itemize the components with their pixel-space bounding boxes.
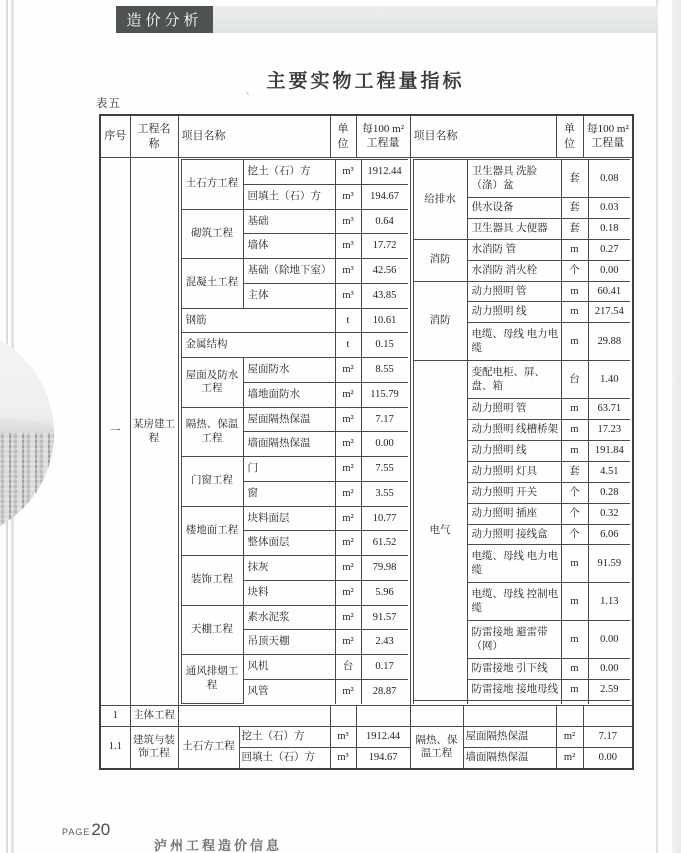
cell-item: 电缆、母线 控制电缆 <box>467 583 561 621</box>
cell-qty: 7.55 <box>361 457 408 482</box>
cell-unit: 套 <box>561 218 588 239</box>
cell-group: 砌筑工程 <box>181 209 243 259</box>
cell-item: 电缆、母线 电力电缆 <box>467 323 561 361</box>
cell-unit: m² <box>335 506 361 531</box>
cell-group: 给排水 <box>413 160 467 240</box>
cell-item: 门 <box>243 457 335 482</box>
cell-unit: m² <box>335 556 361 581</box>
cell-unit: m <box>561 420 588 441</box>
cell-item: 水消防 管 <box>467 239 561 260</box>
cell-qty: 1.13 <box>588 583 630 621</box>
cell-unit: m <box>561 680 588 701</box>
cell-unit: 个 <box>561 260 588 281</box>
cell-item: 基础 <box>243 209 335 234</box>
cell-qty: 0.28 <box>588 482 630 503</box>
cell-item: 金属结构 <box>181 333 335 358</box>
cell-unit: m² <box>335 580 361 605</box>
cell-item: 变配电柜、屏、盘、箱 <box>467 361 561 399</box>
cell-group: 土石方工程 <box>178 727 239 769</box>
table-row <box>181 259 408 284</box>
section-row <box>100 158 633 706</box>
cell-item: 回填土（石）方 <box>243 184 335 209</box>
cell-item: 动力照明 管 <box>467 281 561 302</box>
cell-item: 素水泥浆 <box>243 605 335 630</box>
page-label: PAGE <box>62 827 91 837</box>
header-qty-2 <box>583 115 633 158</box>
section-banner-label: 造价分析 <box>126 12 203 29</box>
cell-empty <box>583 706 633 727</box>
cell-unit: m <box>561 659 588 680</box>
table-row <box>413 701 630 704</box>
cell-unit: m <box>561 323 588 361</box>
table-header-row <box>100 115 633 158</box>
cell-item: 抹灰 <box>243 556 335 581</box>
cell-unit: m² <box>335 481 361 506</box>
cell-item: 卫生器具 大便器 <box>467 218 561 239</box>
cell-qty: 42.56 <box>361 259 408 284</box>
cell-unit: m² <box>335 605 361 630</box>
cell-unit: m² <box>335 531 361 556</box>
cell-item: 风管 <box>243 679 335 703</box>
cell-unit: m <box>561 239 588 260</box>
cell-group: 屋面及防水工程 <box>181 358 243 408</box>
cell-item <box>467 701 561 704</box>
cell-project: 主体工程 <box>130 706 178 727</box>
photo-skyline <box>0 433 54 540</box>
left-subtable <box>181 159 408 704</box>
cell-unit: m³ <box>335 234 361 259</box>
cell-qty: 2.59 <box>588 680 630 701</box>
cell-unit: m <box>561 302 588 323</box>
cell-group: 楼地面工程 <box>181 506 243 556</box>
header-item-2: 项目名称 <box>410 115 556 158</box>
banner-band <box>213 6 658 33</box>
cell-item: 屋面隔热保温 <box>243 407 335 432</box>
cell-qty: 10.77 <box>361 506 408 531</box>
cell-qty: 63.71 <box>588 399 630 420</box>
cell-item: 供水设备 <box>467 198 561 219</box>
cell-item: 基础（除地下室） <box>243 259 335 284</box>
cell-unit: m³ <box>335 259 361 284</box>
cell-item: 电缆、母线 电力电缆 <box>467 545 561 583</box>
cell-qty: 0.00 <box>361 432 408 457</box>
cell-unit: m² <box>335 382 361 407</box>
cell-unit: m² <box>335 630 361 655</box>
page-title: 主要实物工程量指标 <box>266 71 465 92</box>
cell-unit: m <box>561 583 588 621</box>
right-subtable-body <box>413 160 630 705</box>
cell-qty: 5.96 <box>361 580 408 605</box>
scan-edge-shade <box>672 0 681 853</box>
cell-unit: 台 <box>561 361 588 399</box>
cell-unit: m³ <box>335 283 361 308</box>
cell-unit: m² <box>335 407 361 432</box>
cell-unit: m² <box>335 358 361 383</box>
table-row <box>413 361 630 399</box>
table-row <box>413 281 630 302</box>
cell-qty: 29.88 <box>588 323 630 361</box>
cell-unit: 个 <box>561 482 588 503</box>
title-mark: 、 <box>246 86 256 96</box>
right-subtable-cell <box>410 158 633 706</box>
cell-item: 墙面隔热保温 <box>243 432 335 457</box>
cell-qty: 8.55 <box>361 358 408 383</box>
cell-group: 天棚工程 <box>181 605 243 655</box>
cell-unit: m <box>561 545 588 583</box>
cell-unit <box>561 701 588 704</box>
cell-item: 块料面层 <box>243 506 335 531</box>
table-caption: 表五 <box>96 98 121 110</box>
cell-unit: m³ <box>330 727 356 748</box>
cell-group: 电气 <box>413 361 467 701</box>
cell-qty: 0.08 <box>588 160 630 198</box>
cell-item: 挖土（石）方 <box>243 160 335 185</box>
table-row-main-project <box>100 706 633 727</box>
cell-qty: 61.52 <box>361 531 408 556</box>
cell-qty: 0.18 <box>588 218 630 239</box>
cell-item: 块料 <box>243 580 335 605</box>
table-row <box>181 308 408 333</box>
cell-unit: t <box>335 308 361 333</box>
city-photo-circle <box>0 326 54 540</box>
cell-item: 动力照明 灯具 <box>467 461 561 482</box>
header-unit-2: 单位 <box>556 115 583 158</box>
cell-qty: 1.40 <box>588 361 630 399</box>
cell-group: 消防 <box>413 281 467 361</box>
cell-qty: 60.41 <box>588 281 630 302</box>
cell-group: 混凝土工程 <box>181 259 243 309</box>
cell-item: 防雷接地 避雷带（网） <box>467 621 561 659</box>
cell-item: 动力照明 开关 <box>467 482 561 503</box>
cell-qty: 1912.44 <box>356 727 410 748</box>
cell-unit: t <box>335 333 361 358</box>
cell-qty: 191.84 <box>588 441 630 462</box>
cell-item: 水消防 消火栓 <box>467 260 561 281</box>
left-subtable-body <box>181 160 408 704</box>
header-unit: 单位 <box>330 115 356 158</box>
cell-seq: 1.1 <box>100 727 130 769</box>
table-row <box>181 506 408 531</box>
cell-qty: 0.00 <box>588 621 630 659</box>
cell-item: 屋面防水 <box>243 358 335 383</box>
cell-section-project: 某房建工程 <box>130 158 178 706</box>
cell-qty: 0.00 <box>588 260 630 281</box>
cell-qty: 217.54 <box>588 302 630 323</box>
cell-unit: m³ <box>330 748 356 769</box>
cell-group: 通风排烟工程 <box>181 655 243 704</box>
cell-qty: 43.85 <box>361 283 408 308</box>
cell-qty: 28.87 <box>361 679 408 703</box>
cell-qty: 4.51 <box>588 461 630 482</box>
cell-qty: 0.17 <box>361 655 408 680</box>
cell-item: 动力照明 管 <box>467 399 561 420</box>
cell-group: 门窗工程 <box>181 457 243 507</box>
header-qty-line1: 每100 m² <box>361 122 405 135</box>
cell-item: 动力照明 线 <box>467 302 561 323</box>
cell-item: 墙面隔热保温 <box>463 748 556 769</box>
header-qty-line2: 工程量 <box>366 136 400 149</box>
cell-unit: m² <box>556 727 583 748</box>
table-row <box>413 239 630 260</box>
cell-group: 装饰工程 <box>181 556 243 606</box>
cell-qty: 91.59 <box>588 545 630 583</box>
cell-seq: 1 <box>100 706 130 727</box>
cell-item: 墙地面防水 <box>243 382 335 407</box>
publication-title: 泸州工程造价信息 <box>154 838 283 853</box>
right-subtable <box>413 159 631 704</box>
cell-item: 卫生器具 洗脸（涤）盆 <box>467 160 561 198</box>
cell-unit: 套 <box>561 160 588 198</box>
cell-qty: 115.79 <box>361 382 408 407</box>
cell-item: 挖土（石）方 <box>239 727 330 748</box>
cell-unit: m <box>561 399 588 420</box>
cell-qty: 91.57 <box>361 605 408 630</box>
section-banner <box>116 6 213 33</box>
cell-qty: 2.43 <box>361 630 408 655</box>
cell-qty: 0.32 <box>588 503 630 524</box>
table-row <box>181 209 408 234</box>
cell-empty <box>178 706 330 727</box>
cell-item: 整体面层 <box>243 531 335 556</box>
cell-item: 动力照明 插座 <box>467 503 561 524</box>
cell-unit: 套 <box>561 198 588 219</box>
header-qty2-line1: 每100 m² <box>586 122 629 135</box>
cell-qty: 17.23 <box>588 420 630 441</box>
cell-qty <box>588 701 630 704</box>
cell-item: 动力照明 接线盒 <box>467 524 561 545</box>
table-row <box>181 333 408 358</box>
header-seq: 序号 <box>100 115 130 158</box>
cell-item: 防雷接地 引下线 <box>467 659 561 680</box>
cell-qty: 7.17 <box>361 407 408 432</box>
left-subtable-cell <box>178 158 410 706</box>
cell-item: 窗 <box>243 481 335 506</box>
cell-unit: m³ <box>335 160 361 185</box>
cell-group: 隔热、保温工程 <box>181 407 243 457</box>
table-row <box>181 407 408 432</box>
table-row <box>181 556 408 581</box>
cell-item: 吊顶天棚 <box>243 630 335 655</box>
cell-unit: 个 <box>561 524 588 545</box>
cell-qty: 0.03 <box>588 198 630 219</box>
cell-qty: 3.55 <box>361 481 408 506</box>
cell-empty <box>463 706 556 727</box>
cell-qty: 6.06 <box>588 524 630 545</box>
cell-qty: 7.17 <box>583 727 633 748</box>
cell-unit: m² <box>556 748 583 769</box>
cell-qty: 194.67 <box>356 748 410 769</box>
cell-qty: 0.00 <box>583 748 633 769</box>
cell-qty: 1912.44 <box>361 160 408 185</box>
cell-group: 消防 <box>413 239 467 281</box>
scan-edge-line <box>656 0 658 853</box>
cell-empty <box>556 706 583 727</box>
table-row <box>181 358 408 383</box>
cell-item: 风机 <box>243 655 335 680</box>
cell-qty: 0.15 <box>361 333 408 358</box>
header-project: 工程名称 <box>130 115 178 158</box>
cell-qty: 10.61 <box>361 308 408 333</box>
cell-section-seq: 一 <box>100 158 130 706</box>
table-row <box>181 605 408 630</box>
cell-unit: m² <box>335 457 361 482</box>
page-number-block <box>62 820 110 840</box>
cell-unit: m³ <box>335 209 361 234</box>
cell-item: 钢筋 <box>181 308 335 333</box>
cell-unit: m² <box>335 432 361 457</box>
cell-group: 土石方工程 <box>181 160 243 210</box>
cell-item: 动力照明 线 <box>467 441 561 462</box>
cell-empty <box>330 706 356 727</box>
cell-unit: 套 <box>561 461 588 482</box>
cell-item: 回填土（石）方 <box>239 748 330 769</box>
cell-qty: 17.72 <box>361 234 408 259</box>
page-number: 20 <box>91 820 111 839</box>
cell-unit: m² <box>335 679 361 703</box>
cell-unit: m <box>561 441 588 462</box>
cell-item: 屋面隔热保温 <box>463 727 556 748</box>
header-item: 项目名称 <box>178 115 330 158</box>
table-row <box>413 160 630 198</box>
cell-empty <box>356 706 410 727</box>
table-row-sub-project-1 <box>100 727 633 748</box>
cell-qty: 0.27 <box>588 239 630 260</box>
header-qty2-line2: 工程量 <box>591 136 625 149</box>
cell-item: 主体 <box>243 283 335 308</box>
cell-unit: m³ <box>335 184 361 209</box>
cell-qty: 79.98 <box>361 556 408 581</box>
quantity-indicator-table <box>99 114 634 770</box>
cell-qty: 194.67 <box>361 184 408 209</box>
cell-qty: 0.64 <box>361 209 408 234</box>
cell-project: 建筑与装饰工程 <box>130 727 178 769</box>
cell-unit: 个 <box>561 503 588 524</box>
table-row <box>181 457 408 482</box>
cell-qty: 0.00 <box>588 659 630 680</box>
cell-unit: m <box>561 621 588 659</box>
header-qty <box>356 115 410 158</box>
cell-empty <box>410 706 463 727</box>
cell-unit: m <box>561 281 588 302</box>
cell-unit: 台 <box>335 655 361 680</box>
cell-item: 防雷接地 接地母线 <box>467 680 561 701</box>
cell-item: 墙体 <box>243 234 335 259</box>
cell-group: 隔热、保温工程 <box>410 727 463 769</box>
cell-group <box>413 701 467 704</box>
table-row <box>181 160 408 185</box>
table-row <box>181 655 408 680</box>
cell-item: 动力照明 线槽桥架 <box>467 420 561 441</box>
